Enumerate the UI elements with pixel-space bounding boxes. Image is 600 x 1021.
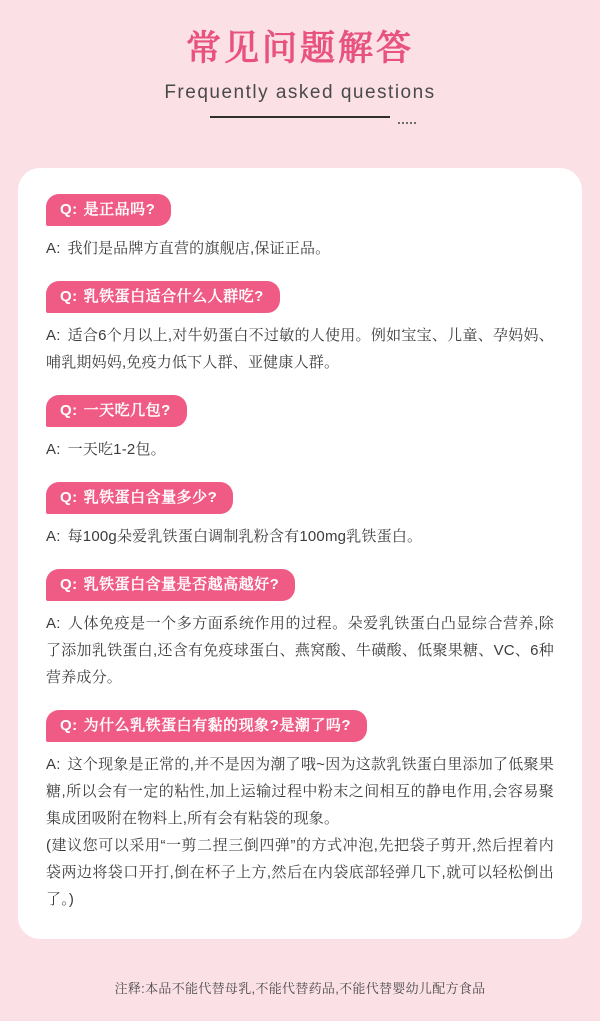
answer-letter: A: [46, 441, 61, 458]
faq-item [46, 194, 554, 262]
answer-text [46, 751, 554, 832]
answer-text [46, 436, 554, 463]
footnote: 注释:本品不能代替母乳,不能代替药品,不能代替婴幼儿配方食品 [114, 981, 486, 996]
question-letter: Q: [60, 489, 78, 506]
answer-letter: A: [46, 240, 61, 257]
answer-text [46, 610, 554, 691]
answer-body: 人体免疫是一个多方面系统作用的过程。朵爱乳铁蛋白凸显综合营养,除了添加乳铁蛋白,还含有免疫球蛋白、燕窝酸、牛磺酸、低聚果糖、VC、6种营养成分。 [46, 615, 554, 686]
question-text: 是正品吗? [83, 201, 156, 218]
header-divider [210, 116, 390, 118]
faq-item [46, 482, 554, 550]
answer-letter: A: [46, 756, 61, 773]
question-letter: Q: [60, 201, 78, 218]
question-text: 为什么乳铁蛋白有黏的现象?是潮了吗? [83, 717, 351, 734]
question-badge[interactable] [46, 395, 187, 427]
answer-body: 我们是品牌方直营的旗舰店,保证正品。 [67, 240, 331, 257]
faq-item [46, 710, 554, 913]
question-badge[interactable] [46, 710, 367, 742]
question-badge[interactable] [46, 194, 171, 226]
question-text: 乳铁蛋白适合什么人群吃? [83, 288, 264, 305]
answer-extra-text: (建议您可以采用“一剪二捏三倒四弹”的方式冲泡,先把袋子剪开,然后捏着内袋两边将袋口开打,倒在杯子上方,然后在内袋底部轻弹几下,就可以轻松倒出了。) [46, 837, 554, 908]
question-text: 乳铁蛋白含量多少? [83, 489, 218, 506]
page-header [0, 0, 600, 118]
answer-letter: A: [46, 327, 61, 344]
answer-letter: A: [46, 615, 61, 632]
answer-body: 适合6个月以上,对牛奶蛋白不过敏的人使用。例如宝宝、儿童、孕妈妈、哺乳期妈妈,免疫力低下人群、亚健康人群。 [46, 327, 554, 371]
question-letter: Q: [60, 576, 78, 593]
answer-body: 每100g朵爱乳铁蛋白调制乳粉含有100mg乳铁蛋白。 [67, 528, 423, 545]
faq-item [46, 395, 554, 463]
answer-letter: A: [46, 528, 61, 545]
question-letter: Q: [60, 717, 78, 734]
faq-item [46, 569, 554, 691]
page-title: 常见问题解答 [185, 29, 414, 68]
question-text: 乳铁蛋白含量是否越高越好? [83, 576, 280, 593]
answer-text [46, 523, 554, 550]
answer-body: 一天吃1-2包。 [67, 441, 166, 458]
answer-text [46, 322, 554, 376]
question-badge[interactable] [46, 569, 295, 601]
page-subtitle: Frequently asked questions [164, 82, 436, 103]
question-text: 一天吃几包? [83, 402, 171, 419]
question-letter: Q: [60, 288, 78, 305]
question-letter: Q: [60, 402, 78, 419]
answer-text [46, 235, 554, 262]
faq-card [18, 168, 582, 939]
faq-item [46, 281, 554, 376]
question-badge[interactable] [46, 281, 280, 313]
answer-body: 这个现象是正常的,并不是因为潮了哦~因为这款乳铁蛋白里添加了低聚果糖,所以会有一定的粘性,加上运输过程中粉末之间相互的静电作用,会容易聚集成团吸附在物料上,所有会有粘袋的现象。 [46, 756, 554, 827]
question-badge[interactable] [46, 482, 233, 514]
